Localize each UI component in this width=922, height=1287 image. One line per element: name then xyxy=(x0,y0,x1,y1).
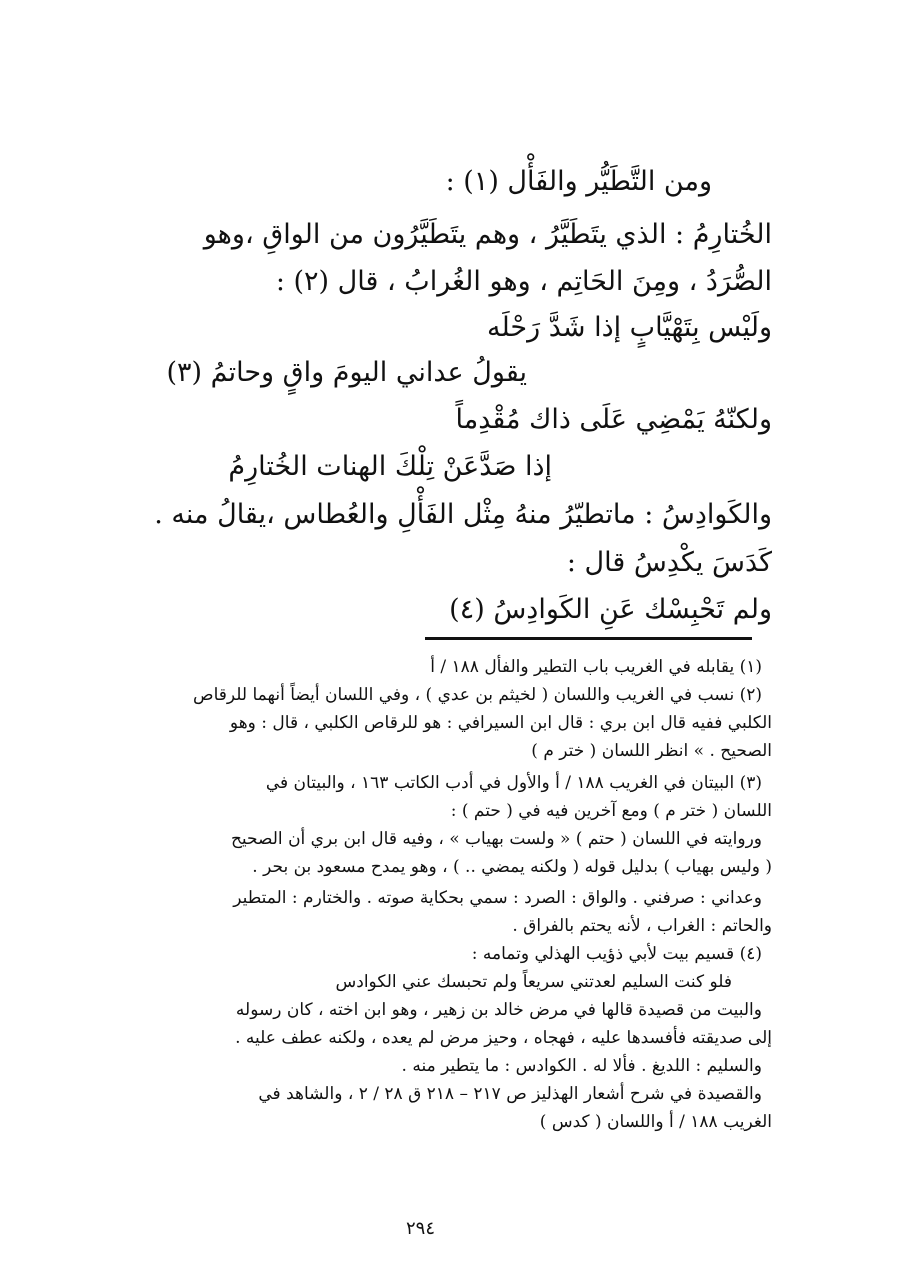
footnote-line: والحاتم : الغراب ، لأنه يحتم بالفراق . xyxy=(512,916,772,936)
page-number: ٢٩٤ xyxy=(406,1218,436,1239)
footnote-line: والسليم : اللديغ . فألا له . الكوادس : ما يتطير منه . xyxy=(401,1056,762,1076)
verse-hemistich: إذا صَدَّعَنْ تِلْكَ الهنات الخُتارِمُ xyxy=(228,451,552,482)
text-line: كَدَسَ يكْدِسُ قال : xyxy=(566,547,772,578)
footnote-line: إلى صديقته فأفسدها عليه ، فهجاه ، وحيز مرض لم يعده ، ولكنه عطف عليه . xyxy=(235,1028,772,1048)
footnote-divider xyxy=(425,637,752,640)
text-line: الخُتارِمُ : الذي يتَطَيَّرُ ، وهم يتَطَيَّرُون من الواقِ ،وهو xyxy=(203,219,772,250)
verse-hemistich: ولَيْس بِتَهْيَّابٍ إذا شَدَّ رَحْلَه xyxy=(486,312,772,343)
footnote-line: وروايته في اللسان ( حتم ) « ولست بهياب » ، وفيه قال ابن بري أن الصحيح xyxy=(230,829,762,849)
footnote-line: وعداني : صرفني . والواق : الصرد : سمي بحكاية صوته . والختارم : المتطير xyxy=(233,888,762,908)
verse-hemistich: ولكنّهُ يَمْضِي عَلَى ذاك مُقْدِماً xyxy=(455,404,772,435)
verse-hemistich: يقولُ عداني اليومَ واقٍ وحاتمُ (٣) xyxy=(166,357,527,388)
verse-hemistich: ولم تَحْبِسْك عَنِ الكَوادِسُ (٤) xyxy=(449,594,772,625)
footnote-line: والقصيدة في شرح أشعار الهذليز ص ٢١٧ – ٢١٨ ق ٢٨ / ٢ ، والشاهد في xyxy=(258,1084,762,1104)
footnote-line: والبيت من قصيدة قالها في مرض خالد بن زهير ، وهو ابن اخته ، كان رسوله xyxy=(235,1000,762,1020)
footnote-line: (٣) البيتان في الغريب ١٨٨ / أ والأول في أدب الكاتب ١٦٣ ، والبيتان في xyxy=(265,773,762,793)
text-line: ومن التَّطَيُّر والفَأْل (١) : xyxy=(445,166,712,197)
footnote-line: الصحيح . » انظر اللسان ( ختر م ) xyxy=(531,741,772,761)
footnote-line: ( وليس بهياب ) بدليل قوله ( ولكنه يمضي .. ) ، وهو يمدح مسعود بن بحر . xyxy=(252,857,772,877)
footnote-line: (٤) قسيم بيت لأبي ذؤيب الهذلي وتمامه : xyxy=(471,944,762,964)
footnote-line: (١) يقابله في الغريب باب التطير والفأل ١٨٨ / أ xyxy=(430,657,762,677)
footnote-line: اللسان ( ختر م ) ومع آخرين فيه في ( حتم ) : xyxy=(450,801,772,821)
footnote-line: الغريب ١٨٨ / أ واللسان ( كدس ) xyxy=(539,1112,772,1132)
text-line: والكَوادِسُ : ماتطيّرُ منهُ مِثْل الفَأْلِ والعُطاس ،يقالُ منه . xyxy=(154,499,772,530)
footnote-line: الكلبي ففيه قال ابن بري : قال ابن السيرافي : هو للرقاص الكلبي ، قال : وهو xyxy=(229,713,772,733)
footnote-line: (٢) نسب في الغريب واللسان ( لخيثم بن عدي ) ، وفي اللسان أيضاً أنهما للرقاص xyxy=(193,685,762,705)
text-line: الصُّرَدُ ، ومِنَ الحَاتِم ، وهو الغُرابُ ، قال (٢) : xyxy=(275,266,772,297)
footnote-line: فلو كنت السليم لعدتني سريعاً ولم تحبسك عني الكوادس xyxy=(335,972,732,992)
